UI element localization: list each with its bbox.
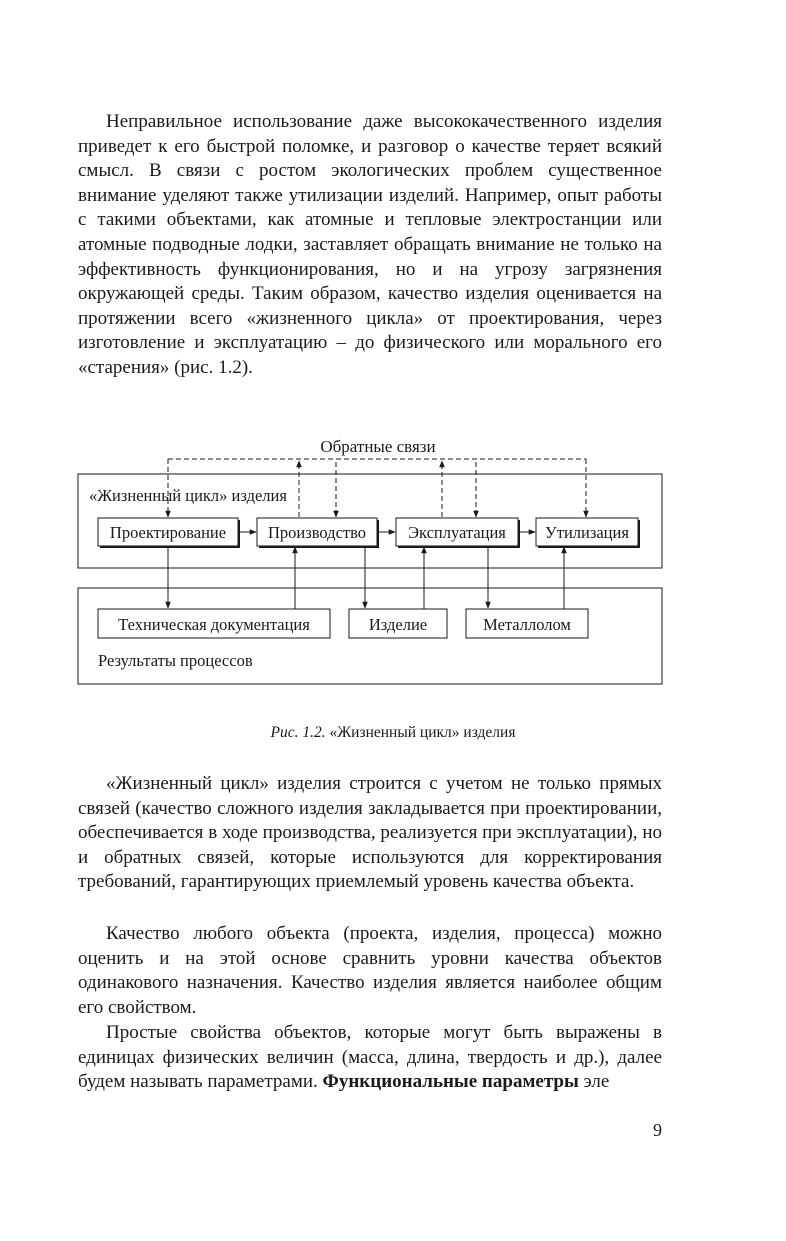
- page-number: 9: [653, 1120, 662, 1140]
- results-label: Результаты процессов: [98, 651, 253, 670]
- paragraph-4-tail: эле: [578, 1071, 610, 1093]
- figure-caption: [0, 724, 786, 742]
- paragraph-4: [78, 1021, 662, 1095]
- feedback-label: Обратные связи: [320, 437, 436, 456]
- stage-label: Производство: [267, 523, 367, 542]
- result-box-product: [349, 609, 447, 638]
- result-box-scrap: [466, 609, 588, 638]
- lifecycle-label: «Жизненный цикл» изделия: [89, 486, 287, 505]
- term-functional-parameters: Функциональные параметры: [322, 1071, 579, 1093]
- stage-box-operation: [396, 518, 520, 548]
- result-label: Изделие: [368, 615, 428, 634]
- caption-number: Рис. 1.2.: [270, 724, 326, 741]
- stage-box-disposal: [536, 518, 640, 548]
- stage-label: Проектирование: [109, 523, 227, 542]
- result-label: Техническая документация: [118, 615, 310, 634]
- result-label: Металлолом: [483, 615, 571, 634]
- lifecycle-diagram: [0, 425, 786, 705]
- stage-label: Утилизация: [545, 523, 629, 542]
- stage-box-design: [98, 518, 240, 548]
- paragraph-3: Качество любого объекта (проекта, изделия, процесса) можно оценить и на этой основе сравнить уровни качества объектов одинакового назначения. Качество изделия является наиболее общим его свойством.: [78, 923, 662, 1018]
- paragraph-4-text: Простые свойства объектов, которые могут быть выражены в единицах физических величин (масса, длина, твердость и др.), далее будем называть параметрами.: [78, 1022, 662, 1093]
- result-box-documentation: [98, 609, 330, 638]
- paragraph-1: Неправильное использование даже высококачественного изделия приведет к его быстрой поломке, и разговор о качестве теряет всякий смысл. В связи с ростом экологических проблем существенное внимание уделяют также утилизации изделий. Например, опыт работы с такими объектами, как атомные и тепловые электростанции или атомные подводные лодки, заставляет обращать внимание не только на эффективность функционирования, но и на угрозу загрязнения окружающей среды. Таким образом, качество изделия оценивается на протяжении всего «жизненного цикла» от проектирования, через изготовление и эксплуатацию – до физического или морального его «старения» (рис. 1.2).: [78, 111, 662, 378]
- stage-box-production: [257, 518, 379, 548]
- stage-label: Эксплуатация: [408, 523, 506, 542]
- paragraph-2: «Жизненный цикл» изделия строится с учетом не только прямых связей (качество сложного изделия закладывается при проектировании, обеспечивается в ходе производства, реализуется при эксплуатации), но и обратных связей, которые используются для корректирования требований, гарантирующих приемлемый уровень качества объекта.: [78, 773, 662, 893]
- caption-title: «Жизненный цикл» изделия: [329, 724, 516, 741]
